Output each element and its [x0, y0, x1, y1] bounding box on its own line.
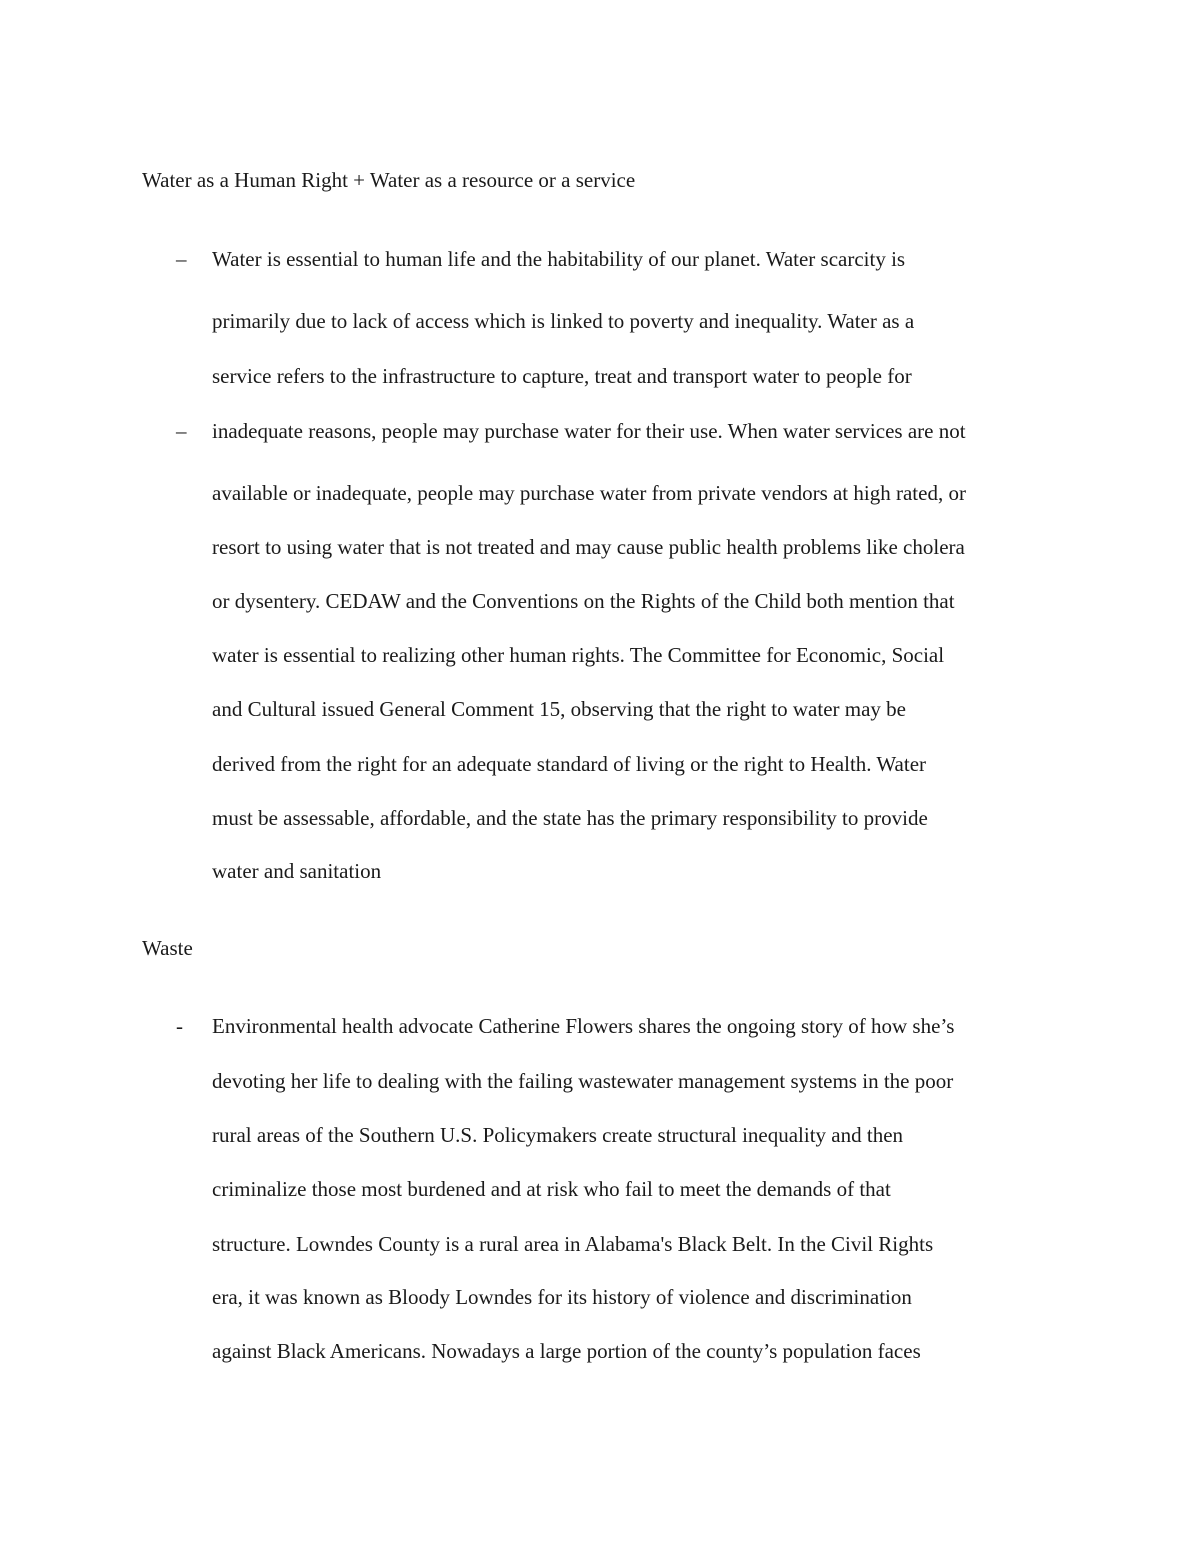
paragraph-line: era, it was known as Bloody Lowndes for its history of violence and discrimination [212, 1285, 912, 1309]
paragraph-line: devoting her life to dealing with the failing wastewater management systems in the poor [212, 1069, 954, 1093]
section-heading-water-rights: Water as a Human Right + Water as a resource or a service [142, 168, 636, 192]
paragraph-line: or dysentery. CEDAW and the Conventions on the Rights of the Child both mention that [212, 589, 955, 613]
paragraph-line: must be assessable, affordable, and the state has the primary responsibility to provide [212, 806, 928, 830]
paragraph-line: rural areas of the Southern U.S. Policymakers create structural inequality and then [212, 1123, 904, 1147]
paragraph-line: water is essential to realizing other human rights. The Committee for Economic, Social [212, 643, 945, 667]
paragraph-line: derived from the right for an adequate standard of living or the right to Health. Water [212, 752, 927, 776]
paragraph-line: available or inadequate, people may purchase water from private vendors at high rated, or [212, 481, 966, 505]
paragraph-line: structure. Lowndes County is a rural area in Alabama's Black Belt. In the Civil Rights [212, 1232, 934, 1256]
paragraph-line: primarily due to lack of access which is linked to poverty and inequality. Water as a [212, 309, 915, 333]
paragraph-line: inadequate reasons, people may purchase water for their use. When water services are not [212, 419, 966, 443]
paragraph-line: criminalize those most burdened and at risk who fail to meet the demands of that [212, 1177, 891, 1201]
bullet-dash: – [176, 419, 187, 443]
paragraph-line: against Black Americans. Nowadays a large portion of the county’s population faces [212, 1339, 921, 1363]
paragraph-line: and Cultural issued General Comment 15, observing that the right to water may be [212, 697, 907, 721]
section-heading-waste: Waste [142, 936, 193, 960]
paragraph-line: service refers to the infrastructure to capture, treat and transport water to people for [212, 364, 912, 388]
bullet-dash: - [176, 1014, 183, 1038]
bullet-dash: – [176, 247, 187, 271]
paragraph-line: water and sanitation [212, 859, 382, 883]
paragraph-line: resort to using water that is not treated and may cause public health problems like cholera [212, 535, 965, 559]
paragraph-line: Water is essential to human life and the habitability of our planet. Water scarcity is [212, 247, 906, 271]
paragraph-line: Environmental health advocate Catherine Flowers shares the ongoing story of how she’s [212, 1014, 955, 1038]
